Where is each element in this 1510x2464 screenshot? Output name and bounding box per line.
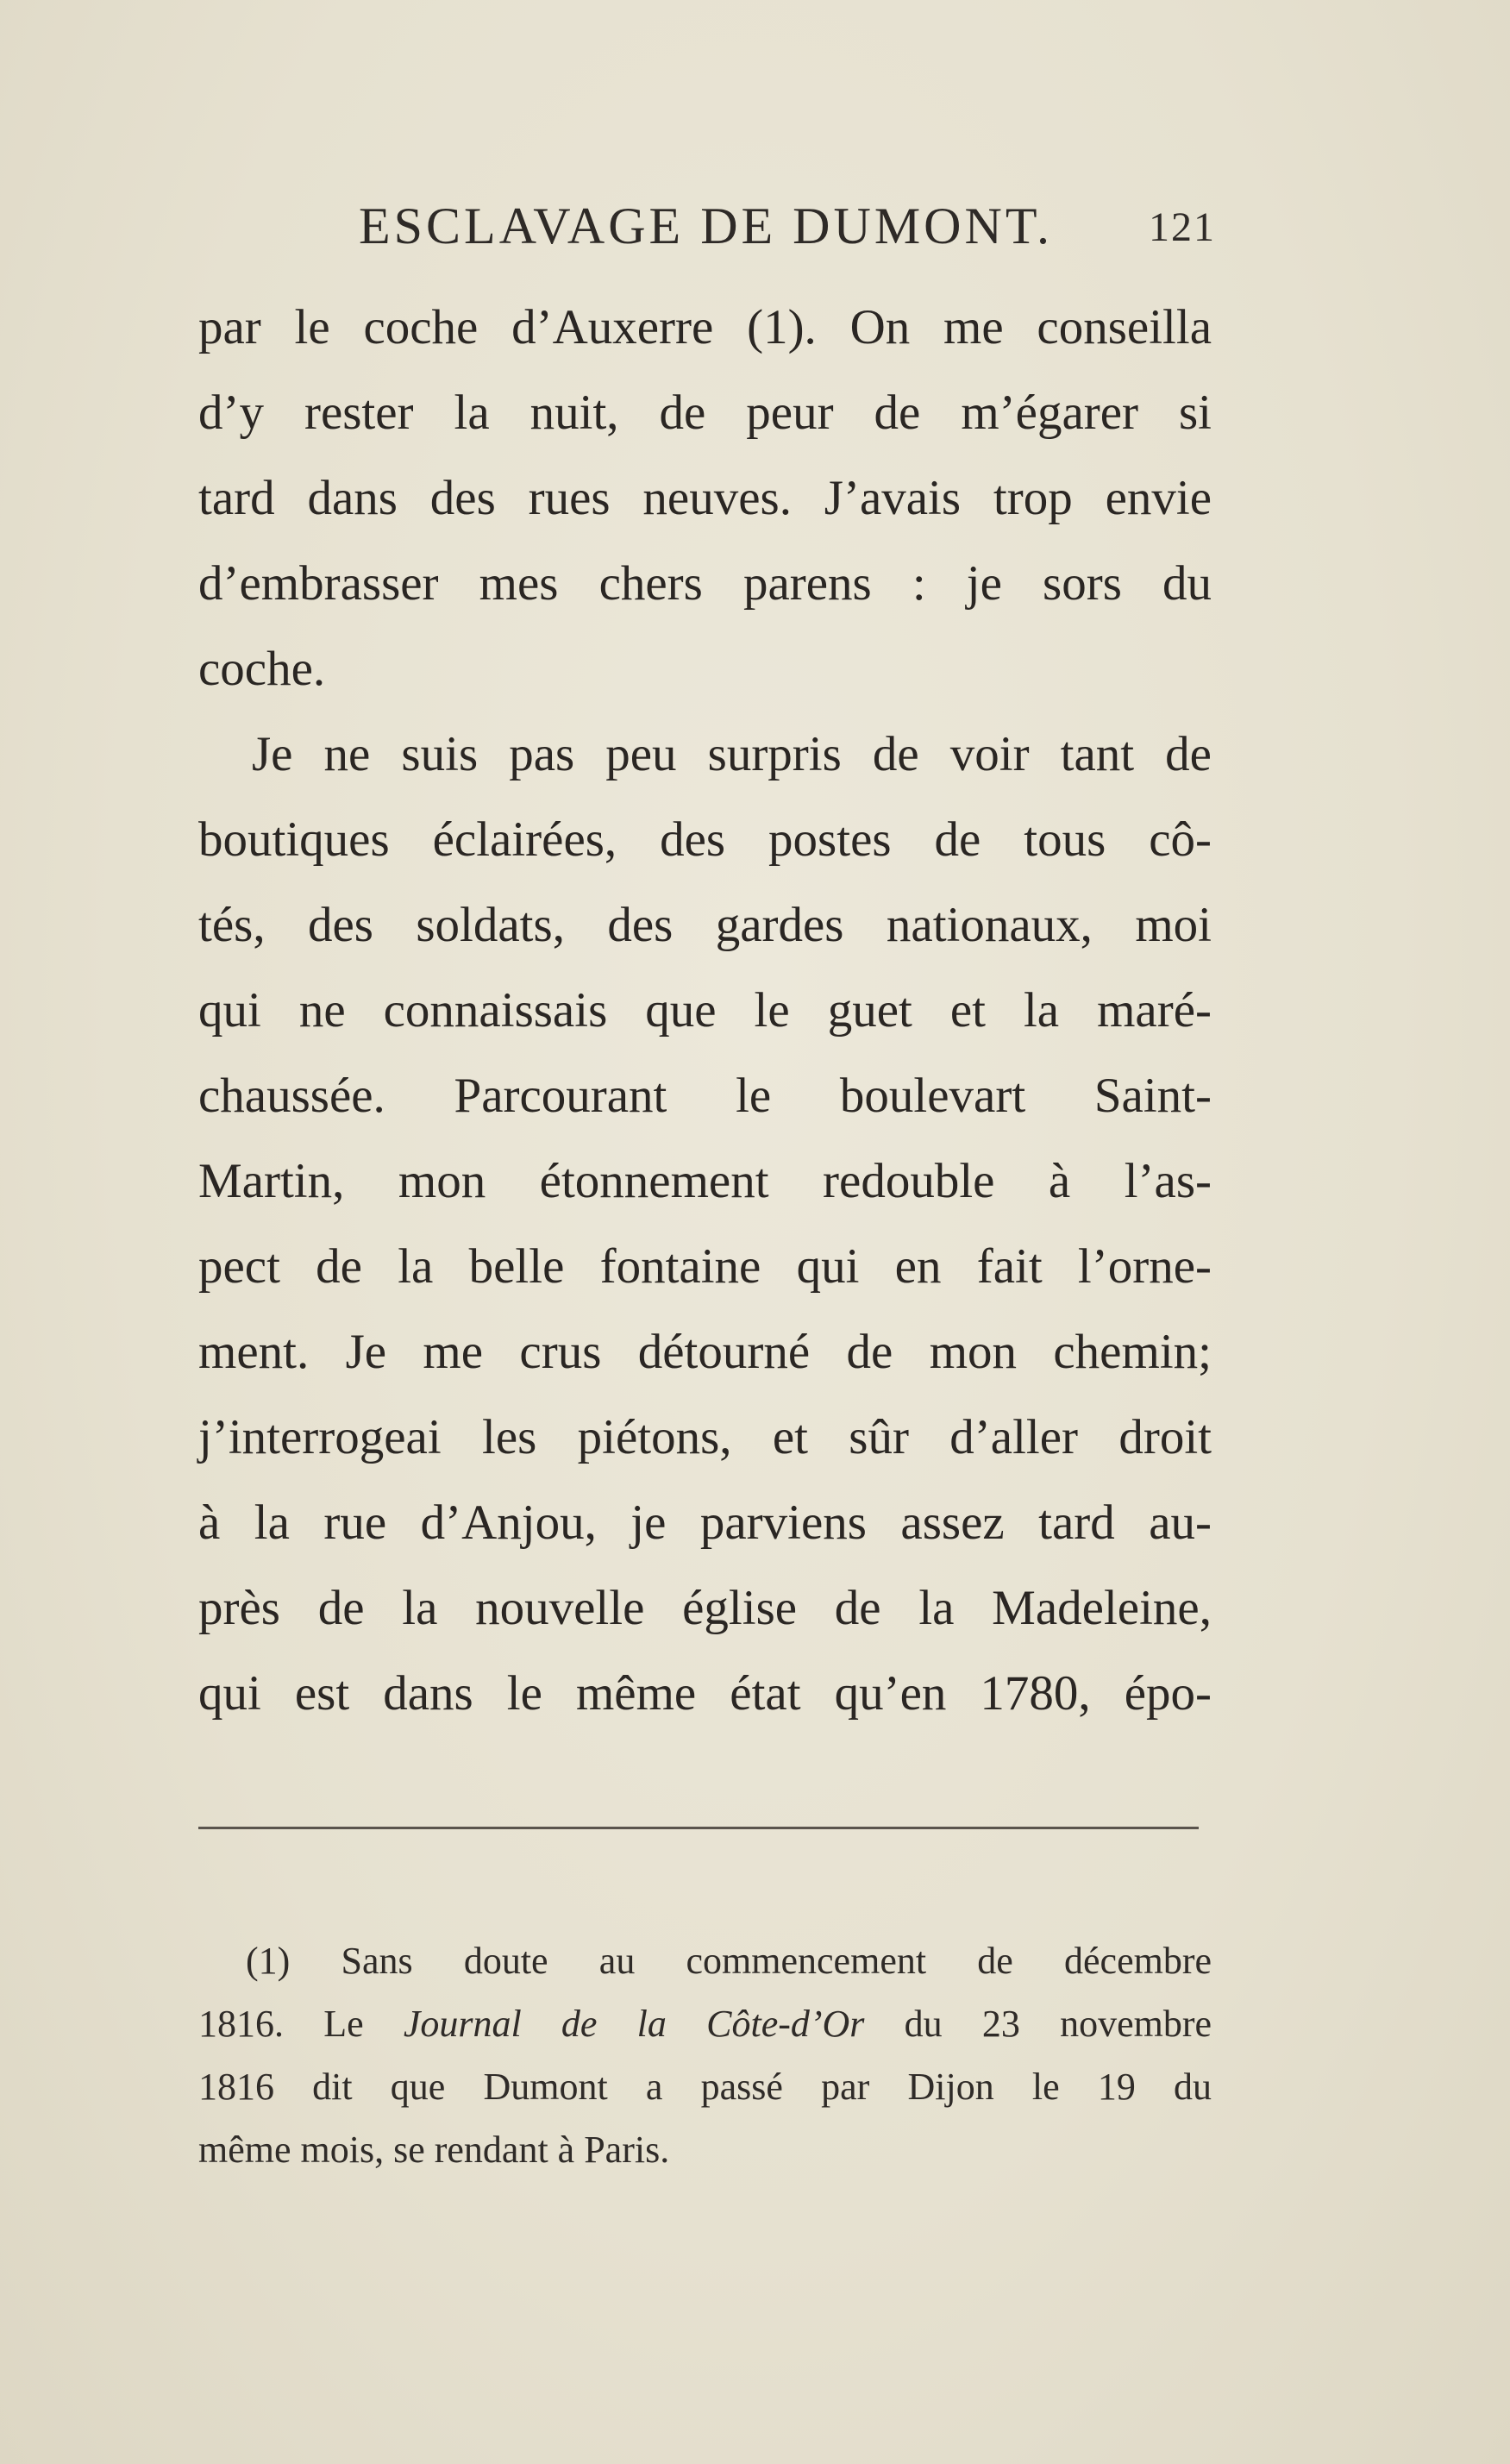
footnote-divider [198,1827,1199,1829]
text-line: à la rue d’Anjou, je parviens assez tard au- [198,1495,1212,1550]
text-line: d’y rester la nuit, de peur de m’égarer si [198,386,1212,440]
text-line: Je ne suis pas peu surpris de voir tant de [252,727,1212,781]
footnote-line: (1) Sans doute au commencement de décembre [246,1940,1212,1982]
journal-title: Journal de la Côte-d’Or [403,2003,865,2045]
text-line: qui ne connaissais que le guet et la maré- [198,983,1212,1038]
text-line: pect de la belle fontaine qui en fait l’orne- [198,1239,1212,1294]
text-line: qui est dans le même état qu’en 1780, épo- [198,1666,1212,1721]
text-line: chaussée. Parcourant le boulevart Saint- [198,1069,1212,1123]
footnote-text: 1816. Le [198,2003,404,2045]
text-line: par le coche d’Auxerre (1). On me conseilla [198,300,1212,354]
text-line: j’interrogeai les piétons, et sûr d’aller droit [198,1410,1212,1464]
footnote-line: 1816 dit que Dumont a passé par Dijon le 19 du [198,2066,1212,2108]
text-line: d’embrasser mes chers parens : je sors du [198,556,1212,611]
text-line: ment. Je me crus détourné de mon chemin; [198,1325,1212,1379]
body-text [198,285,1212,1736]
text-line: tard dans des rues neuves. J’avais trop envie [198,471,1212,525]
footnote-line: même mois, se rendant à Paris. [198,2129,670,2171]
footnote-line [198,1992,1212,2055]
text-line: boutiques éclairées, des postes de tous cô- [198,812,1212,867]
footnote-text: du 23 novembre [864,2003,1212,2045]
running-title: ESCLAVAGE DE DUMONT. [359,197,1054,254]
text-line: coche. [198,642,326,696]
text-line: Martin, mon étonnement redouble à l’as- [198,1154,1212,1208]
page-number: 121 [1149,204,1216,250]
text-line: près de la nouvelle église de la Madeleine, [198,1581,1212,1635]
running-head [198,197,1216,257]
text-line: tés, des soldats, des gardes nationaux, moi [198,898,1212,952]
footnote [198,1929,1212,2181]
